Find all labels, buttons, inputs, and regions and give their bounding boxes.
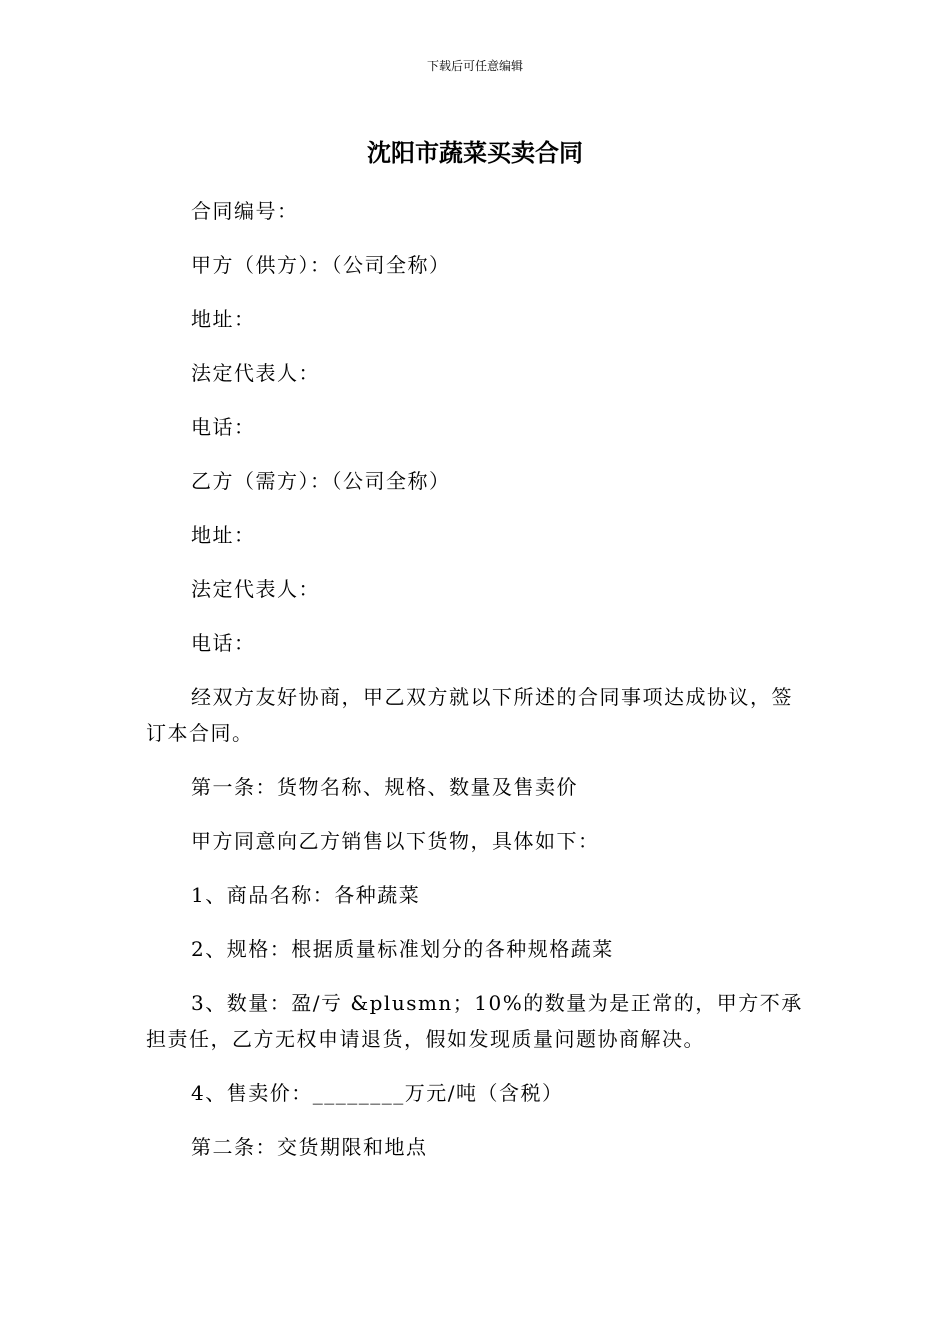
contract-number-line: 合同编号： [191, 199, 299, 223]
item-2-specification: 2、规格：根据质量标准划分的各种规格蔬菜 [191, 937, 614, 961]
party-b-line: 乙方（需方）：（公司全称） [191, 469, 451, 493]
party-b-phone-line: 电话： [191, 631, 256, 655]
party-b-address-line: 地址： [191, 523, 256, 547]
contract-body [146, 193, 806, 1183]
item-4-price: 4、售卖价：________万元/吨（含税） [191, 1081, 564, 1105]
party-a-phone-line: 电话： [191, 415, 256, 439]
article-2-heading: 第二条：交货期限和地点 [191, 1135, 428, 1159]
sale-intro-line: 甲方同意向乙方销售以下货物，具体如下： [191, 829, 600, 853]
party-a-representative-line: 法定代表人： [191, 361, 320, 385]
document-title: 沈阳市蔬菜买卖合同 [367, 139, 583, 167]
item-3-quantity: 3、数量：盈/亏 &plusmn；10%的数量为是正常的，甲方不承担责任，乙方无权申请退货，假如发现质量问题协商解决。 [146, 991, 803, 1051]
party-a-address-line: 地址： [191, 307, 256, 331]
agreement-intro-paragraph: 经双方友好协商，甲乙双方就以下所述的合同事项达成协议，签订本合同。 [146, 685, 793, 745]
article-1-heading: 第一条：货物名称、规格、数量及售卖价 [191, 775, 578, 799]
party-b-representative-line: 法定代表人： [191, 577, 320, 601]
header-note: 下载后可任意编辑 [426, 59, 523, 73]
party-a-line: 甲方（供方）：（公司全称） [191, 253, 451, 277]
item-1-product-name: 1、商品名称：各种蔬菜 [191, 883, 421, 907]
